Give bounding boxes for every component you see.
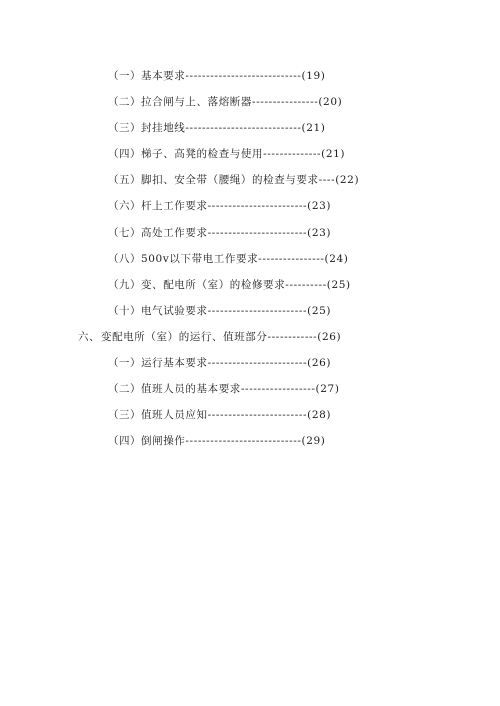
- toc-section-title: 变配电所（室）的运行、值班部分------------(26): [101, 330, 342, 343]
- toc-entry-number: （二）: [108, 96, 141, 109]
- toc-entry-number: （一）: [108, 357, 141, 370]
- toc-entry[interactable]: [0, 141, 500, 167]
- toc-entry-title: 高处工作要求------------------------(23): [141, 226, 332, 239]
- toc-entry-title: 500v以下带电工作要求----------------(24): [141, 252, 349, 265]
- toc-entry-number: （九）: [108, 278, 141, 291]
- toc-entry[interactable]: [0, 63, 500, 89]
- toc-entry-title: 值班人员应知------------------------(28): [141, 409, 332, 422]
- toc-entry-number: （四）: [108, 148, 141, 161]
- toc-entry-title: 基本要求----------------------------(19): [141, 70, 326, 82]
- toc-entry-number: （七）: [108, 226, 141, 239]
- toc-entry-title: 梯子、高凳的检查与使用--------------(21): [141, 148, 346, 161]
- toc-entry-number: （八）: [108, 252, 141, 265]
- toc-entry[interactable]: [0, 350, 500, 376]
- toc-entry[interactable]: [0, 298, 500, 324]
- toc-entry-title: 运行基本要求------------------------(26): [141, 357, 332, 370]
- toc-entry-number: （三）: [108, 409, 141, 422]
- toc-entry[interactable]: [0, 193, 500, 219]
- toc-entry[interactable]: [0, 428, 500, 454]
- toc-entry[interactable]: [0, 402, 500, 428]
- toc-entry[interactable]: [0, 167, 500, 193]
- toc-entry[interactable]: [0, 220, 500, 246]
- toc-entry-number: （四）: [108, 435, 141, 448]
- toc-section-heading[interactable]: [0, 324, 500, 350]
- toc-entry-number: （五）: [108, 174, 141, 187]
- toc-entry-title: 杆上工作要求------------------------(23): [141, 200, 332, 213]
- toc-entry-title: 值班人员的基本要求------------------(27): [141, 383, 340, 396]
- toc-entry-number: （一）: [108, 70, 141, 82]
- toc-entry-number: （六）: [108, 200, 141, 213]
- toc-entry[interactable]: [0, 376, 500, 402]
- toc-entry-title: 变、配电所（室）的检修要求----------(25): [141, 278, 351, 291]
- toc-entry-number: （三）: [108, 122, 141, 135]
- toc-entry[interactable]: [0, 246, 500, 272]
- toc-entry-title: 拉合闸与上、落熔断器----------------(20): [141, 96, 343, 109]
- toc-entry-title: 脚扣、安全带（腰绳）的检查与要求----(22): [141, 174, 360, 187]
- toc-entry[interactable]: [0, 89, 500, 115]
- toc-entry-title: 倒闸操作----------------------------(29): [141, 435, 326, 448]
- toc-entry[interactable]: [0, 272, 500, 298]
- toc-entry[interactable]: [0, 115, 500, 141]
- toc-entry-number: （二）: [108, 383, 141, 396]
- toc-entry-title: 封挂地线----------------------------(21): [141, 122, 326, 135]
- table-of-contents: [0, 63, 500, 454]
- toc-entry-number: （十）: [108, 304, 141, 317]
- toc-section-number: 六、: [78, 330, 100, 343]
- toc-entry-title: 电气试验要求------------------------(25): [141, 304, 332, 317]
